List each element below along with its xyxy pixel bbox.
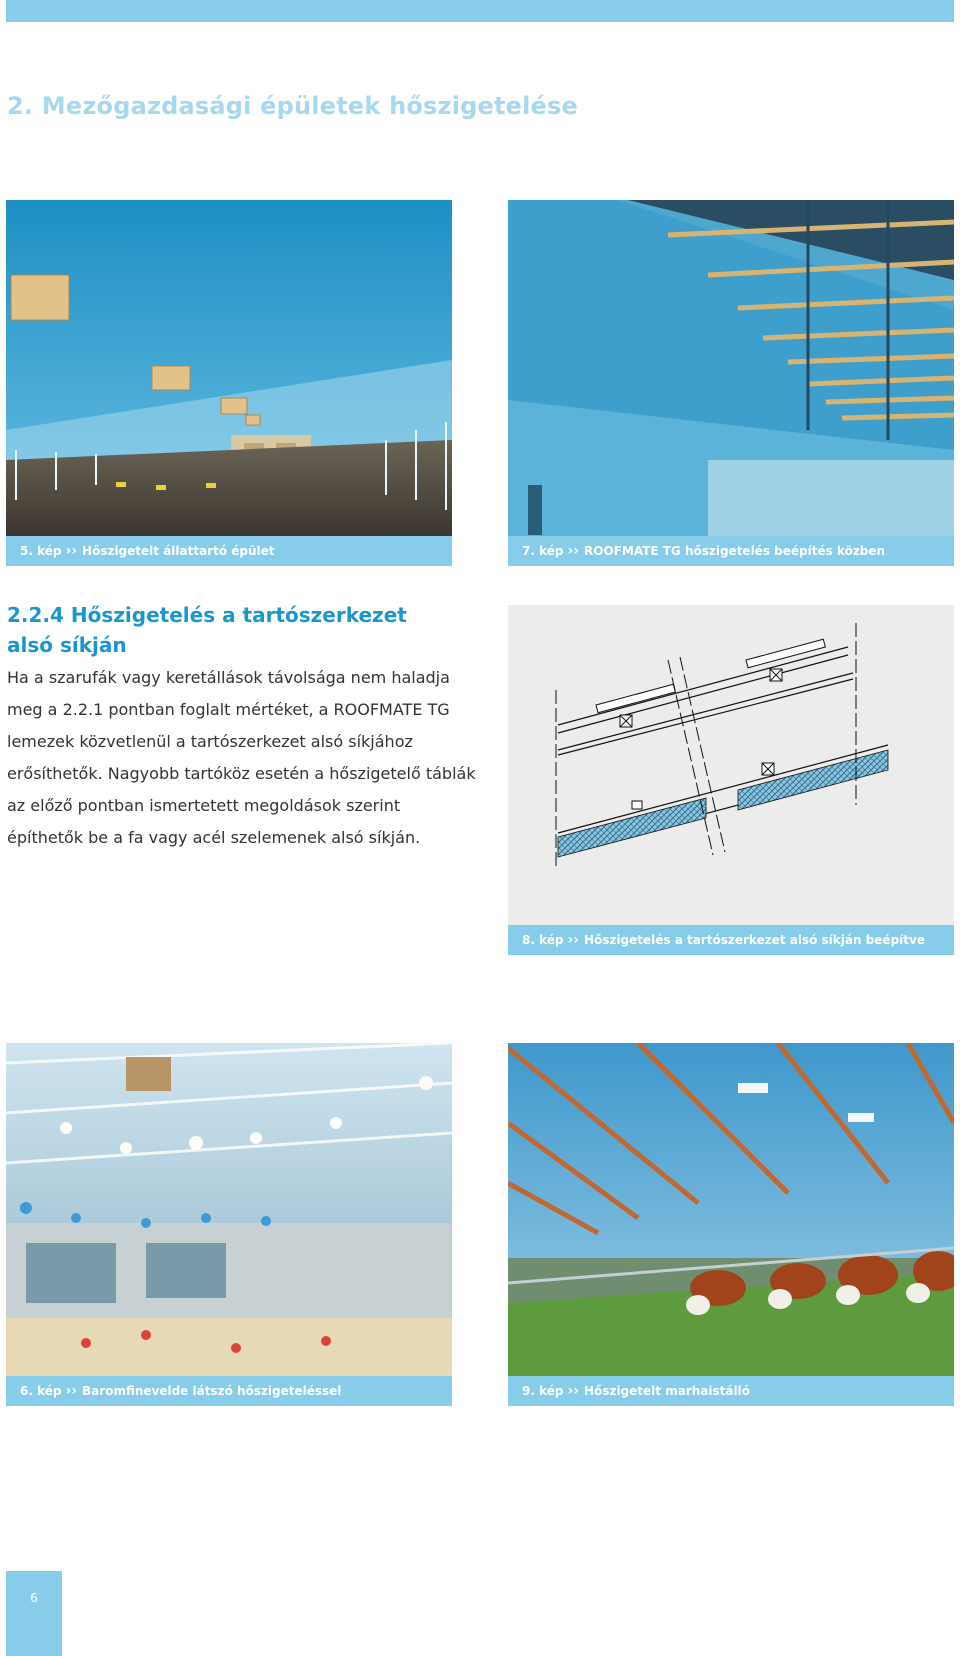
chevron-icon: ›› xyxy=(567,1383,580,1399)
photo-livestock-building xyxy=(6,200,452,536)
photo-poultry-house xyxy=(6,1043,452,1379)
caption-number: 7. kép xyxy=(522,544,564,558)
caption-text: ROOFMATE TG hőszigetelés beépítés közben xyxy=(584,544,886,558)
caption-number: 5. kép xyxy=(20,544,62,558)
caption-text: Hőszigetelt marhaistálló xyxy=(584,1384,750,1398)
caption-text: Hőszigetelés a tartószerkezet alsó síkján beépítve xyxy=(584,933,925,947)
caption-text: Hőszigetelt állattartó épület xyxy=(82,544,275,558)
chevron-icon: ›› xyxy=(567,932,580,948)
chevron-icon: ›› xyxy=(567,543,580,559)
caption-number: 6. kép xyxy=(20,1384,62,1398)
chevron-icon: ›› xyxy=(65,543,78,559)
page-heading: 2. Mezőgazdasági épületek hőszigetelése xyxy=(7,92,578,120)
photo-cattle-barn xyxy=(508,1043,954,1379)
page-number-box xyxy=(6,1571,62,1656)
page-number: 6 xyxy=(30,1591,38,1605)
section-title: 2.2.4 Hőszigetelés a tartószerkezet alsó síkján xyxy=(7,603,407,657)
section-body: Ha a szarufák vagy keretállások távolsága nem haladja meg a 2.2.1 pontban foglalt mértéket, a ROOFMATE TG lemezek közvetlenül a tartószerkezet alsó síkjához erősíthetők. Nagyobb tartóköz esetén a hőszigetelő táblák az előző pontban ismertetett megoldások szerint építhetők be a fa vagy acél szelemenek alsó síkján. xyxy=(7,668,476,847)
top-color-bar xyxy=(6,0,954,22)
caption-photo-5 xyxy=(6,536,452,566)
caption-text: Baromfinevelde látszó hőszigeteléssel xyxy=(82,1384,342,1398)
caption-photo-7 xyxy=(508,536,954,566)
photo-roofmate-installation xyxy=(508,200,954,536)
chevron-icon: ›› xyxy=(65,1383,78,1399)
caption-photo-9 xyxy=(508,1376,954,1406)
caption-diagram-8 xyxy=(508,925,954,955)
caption-photo-6 xyxy=(6,1376,452,1406)
caption-number: 8. kép xyxy=(522,933,564,947)
caption-number: 9. kép xyxy=(522,1384,564,1398)
diagram-insulation-underside xyxy=(508,605,954,925)
